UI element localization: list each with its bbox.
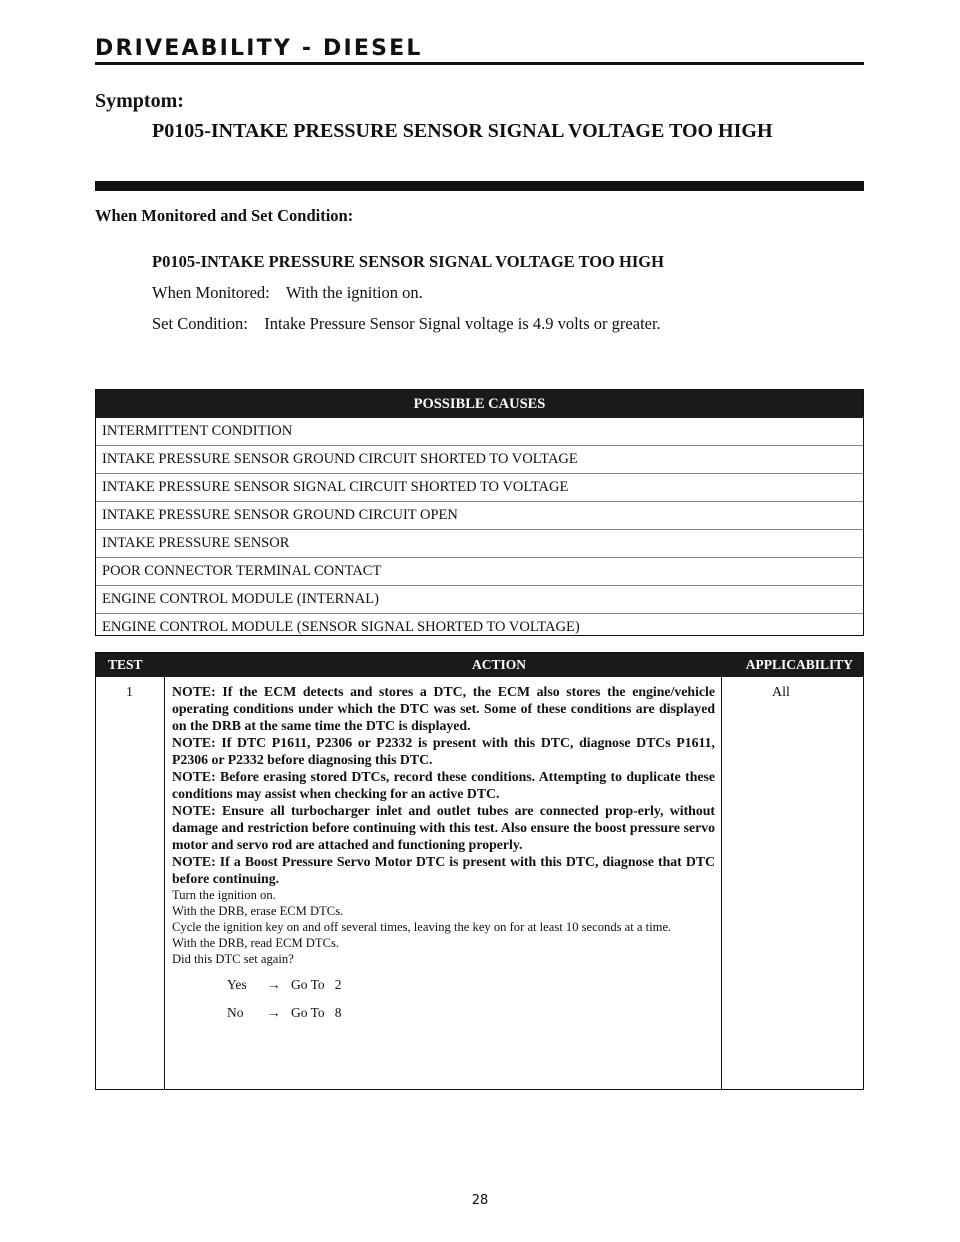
test-applicability: All [772,685,790,700]
cause-item: INTERMITTENT CONDITION [102,423,293,439]
notes [172,683,715,887]
possible-causes-heading: POSSIBLE CAUSES [96,390,863,418]
action-step: With the DRB, erase ECM DTCs. [172,904,344,918]
action-step: Turn the ignition on. [172,888,276,902]
outcomes [172,977,715,1021]
section-header: DRIVEABILITY - DIESEL [95,36,423,61]
cause-item: INTAKE PRESSURE SENSOR SIGNAL CIRCUIT SHORTED TO VOLTAGE [96,473,863,501]
outcome-arrow: → [267,1005,281,1020]
cause-item: ENGINE CONTROL MODULE (SENSOR SIGNAL SHORTED TO VOLTAGE) [96,613,863,641]
section-rule [95,62,864,65]
outcome-goto: Go To 2 [291,977,342,992]
action-note: NOTE: If DTC P1611, P2306 or P2332 is present with this DTC, diagnose DTCs P1611, P2306 or P2332 before diagnosing this DTC. [172,735,715,767]
cause-item: INTAKE PRESSURE SENSOR [96,529,863,557]
cause-item: INTAKE PRESSURE SENSOR GROUND CIRCUIT SHORTED TO VOLTAGE [96,445,863,473]
outcome-row [227,977,715,993]
symptom-title: P0105-INTAKE PRESSURE SENSOR SIGNAL VOLTAGE TOO HIGH [152,120,773,142]
action-note: NOTE: If the ECM detects and stores a DTC, the ECM also stores the engine/vehicle operating conditions under which the DTC was set. Some of these conditions are displayed on the DRB at the same time the DTC is displayed. [172,684,715,733]
cause-item: ENGINE CONTROL MODULE (INTERNAL) [96,585,863,613]
test-table-header [96,653,863,677]
cause-list [96,418,863,641]
outcome-answer: Yes [227,977,247,992]
column-divider [164,677,165,1089]
thick-divider [95,181,864,191]
col-header-test: TEST [108,657,143,672]
monitor-heading: When Monitored and Set Condition: [95,206,354,225]
possible-causes-box [95,389,864,636]
steps [172,887,715,967]
when-monitored-line: When Monitored: With the ignition on. [152,283,423,302]
outcome-answer: No [227,1005,244,1020]
cause-item: POOR CONNECTOR TERMINAL CONTACT [96,557,863,585]
column-divider [721,677,722,1089]
outcome-goto: Go To 8 [291,1005,342,1020]
outcome-row [227,1005,715,1021]
set-condition-line: Set Condition: Intake Pressure Sensor Signal voltage is 4.9 volts or greater. [152,314,661,333]
outcome-arrow: → [267,977,281,992]
action-step: Cycle the ignition key on and off several times, leaving the key on for at least 10 seconds at a time. [172,920,672,934]
action-note: NOTE: Ensure all turbocharger inlet and outlet tubes are connected prop-erly, without damage and restriction before continuing with this test. Also ensure the boost pressure servo motor and servo rod are attached and functioning properly. [172,803,715,852]
action-note: NOTE: If a Boost Pressure Servo Motor DTC is present with this DTC, diagnose that DTC before continuing. [172,854,715,886]
symptom-label: Symptom: [95,90,184,112]
action-step: Did this DTC set again? [172,952,294,966]
action-cell [172,683,715,1021]
col-header-action: ACTION [472,657,527,672]
action-note: NOTE: Before erasing stored DTCs, record these conditions. Attempting to duplicate these conditions may assist when checking for an active DTC. [172,769,715,801]
test-number: 1 [126,685,133,700]
test-table [95,652,864,1090]
cause-item: INTAKE PRESSURE SENSOR GROUND CIRCUIT OPEN [96,501,863,529]
action-step: With the DRB, read ECM DTCs. [172,936,340,950]
col-header-applicability: APPLICABILITY [745,657,853,672]
monitor-code-title: P0105-INTAKE PRESSURE SENSOR SIGNAL VOLTAGE TOO HIGH [152,252,664,271]
page-number: 28 [471,1193,489,1208]
